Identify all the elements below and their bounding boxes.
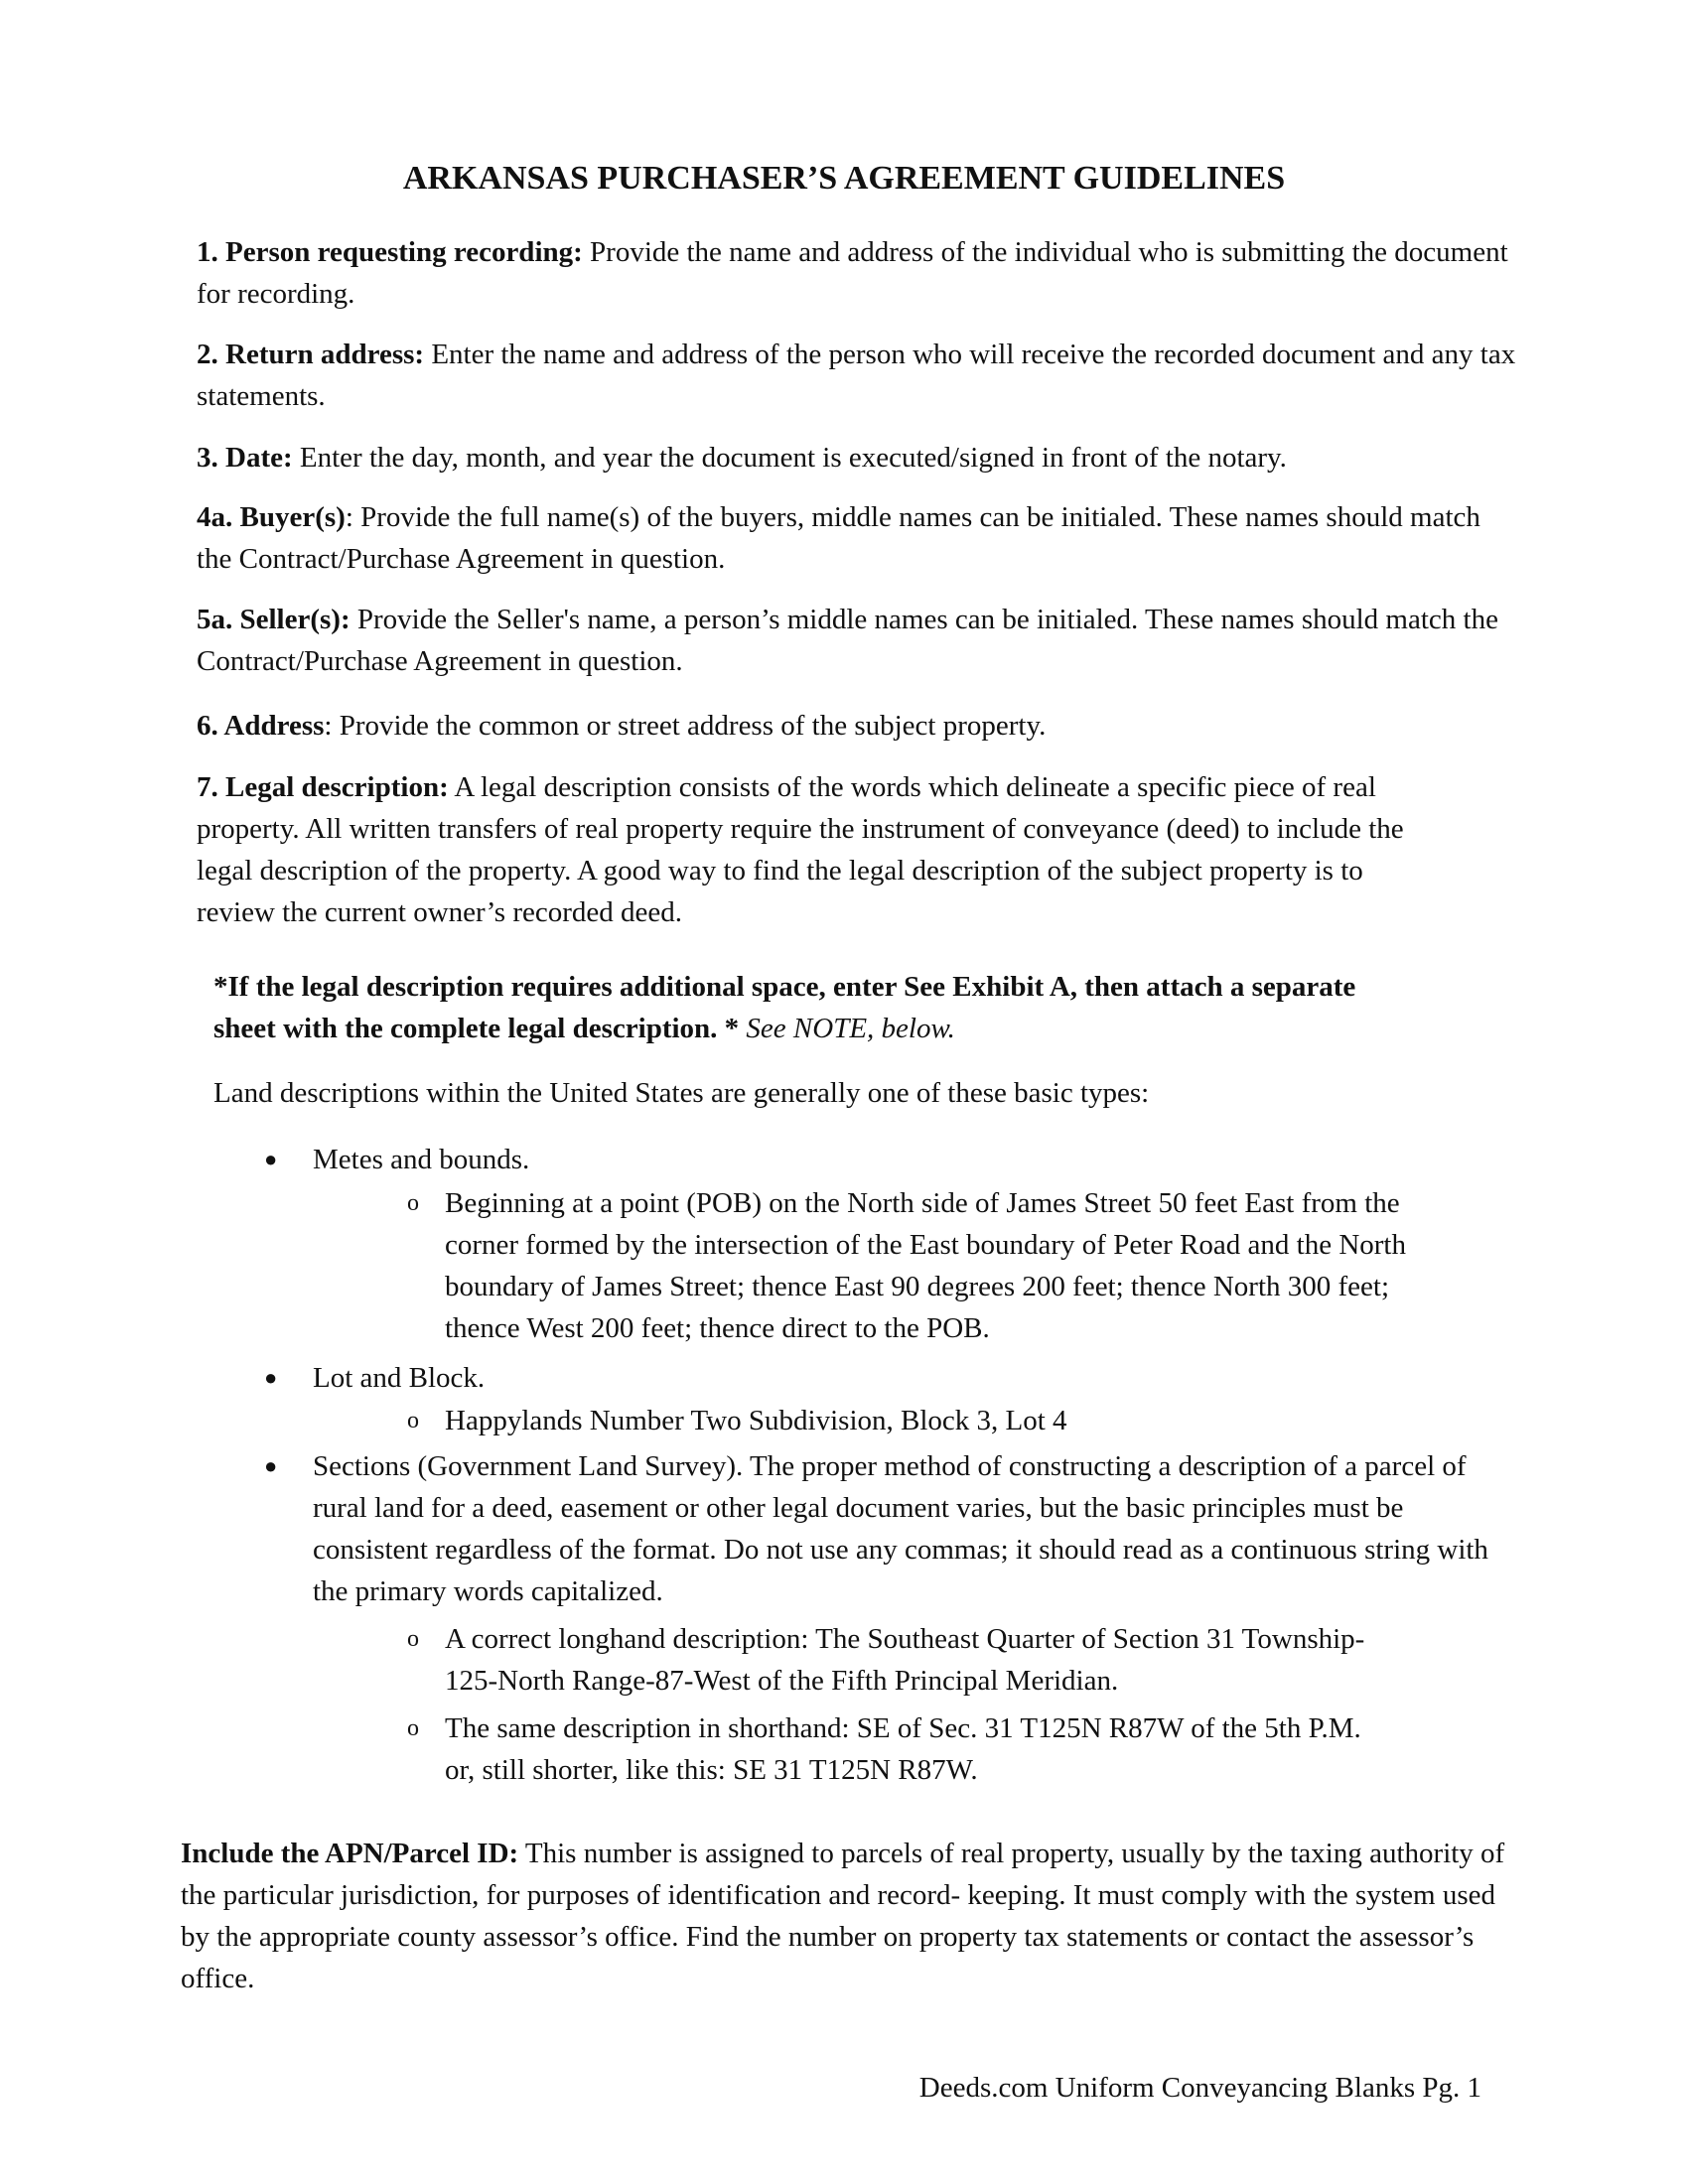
apn-parcel-id-paragraph	[181, 1833, 1511, 1999]
item-sellers	[197, 599, 1517, 682]
sub-list-item-lot-example: Happylands Number Two Subdivision, Block 3, Lot 4	[445, 1405, 1067, 1436]
page-footer: Deeds.com Uniform Conveyancing Blanks Pg. 1	[918, 2072, 1481, 2104]
list-item-metes-and-bounds: Metes and bounds.	[313, 1144, 530, 1175]
item-text: Enter the day, month, and year the document is executed/signed in front of the notary.	[292, 442, 1287, 474]
item-label: 2. Return address:	[197, 339, 425, 370]
item-label: 6. Address	[197, 710, 325, 742]
sub-list-item-shorthand: The same description in shorthand: SE of Sec. 31 T125N R87W of the 5th P.M. or, still shorter, like this: SE 31 T125N R87W.	[445, 1712, 1361, 1786]
bullet-icon: ●	[264, 1453, 278, 1478]
item-label: 3. Date:	[197, 442, 293, 474]
item-return-address	[197, 334, 1517, 417]
note-bold-text: *If the legal description requires additional space, enter See Exhibit A, then attach a separate sheet with the complete legal description. *	[213, 971, 1356, 1044]
sub-bullet-icon: o	[407, 1626, 419, 1652]
item-text: Provide the Seller's name, a person’s middle names can be initialed. These names should match the Contract/Purchase Agreement in question.	[197, 604, 1498, 677]
item-label: 1. Person requesting recording:	[197, 236, 583, 268]
item-legal-description	[197, 766, 1418, 933]
document-title: ARKANSAS PURCHASER’S AGREEMENT GUIDELINES	[402, 160, 1286, 197]
item-label: 7. Legal description:	[197, 771, 449, 803]
apn-label: Include the APN/Parcel ID:	[181, 1838, 519, 1869]
list-item-sections: Sections (Government Land Survey). The proper method of constructing a description of a parcel of rural land for a deed, easement or other legal document varies, but the basic principles must be consistent regardless of the format. Do not use any commas; it should read as a continuous string with the primary words capitalized.	[313, 1450, 1488, 1607]
item-person-requesting-recording	[197, 231, 1517, 315]
sub-list-item-longhand: A correct longhand description: The Southeast Quarter of Section 31 Township-125-North Range-87-West of the Fifth Principal Meridian.	[445, 1623, 1365, 1697]
item-text: Enter the name and address of the person who will receive the recorded document and any tax statements.	[197, 339, 1516, 412]
item-text: : Provide the full name(s) of the buyers, middle names can be initialed. These names should match the Contract/Purchase Agreement in question.	[197, 501, 1480, 575]
sub-list-item-metes-example: Beginning at a point (POB) on the North side of James Street 50 feet East from the corner formed by the intersection of the East boundary of Peter Road and the North boundary of James Street; thence East 90 degrees 200 feet; thence North 300 feet; thence West 200 feet; thence direct to the POB.	[445, 1187, 1406, 1344]
item-date	[197, 437, 1517, 478]
apn-text: This number is assigned to parcels of real property, usually by the taxing authority of the particular jurisdiction, for purposes of identification and record- keeping. It must comply with the system used by the appropriate county assessor’s office. Find the number on property tax statements or contact the assessor’s office.	[181, 1838, 1505, 1994]
list-item-lot-and-block: Lot and Block.	[313, 1362, 486, 1394]
land-descriptions-intro: Land descriptions within the United States are generally one of these basic types:	[213, 1077, 1150, 1109]
item-text: A legal description consists of the words which delineate a specific piece of real property. All written transfers of real property require the instrument of conveyance (deed) to include the legal description of the property. A good way to find the legal description of the subject property is to review the current owner’s recorded deed.	[197, 771, 1404, 928]
item-buyers	[197, 496, 1517, 580]
item-label: 4a. Buyer(s)	[197, 501, 346, 533]
legal-description-note	[213, 966, 1425, 1049]
sub-bullet-icon: o	[407, 1408, 419, 1433]
item-address	[197, 705, 1517, 747]
item-label: 5a. Seller(s):	[197, 604, 351, 635]
note-italic-text: See NOTE, below.	[739, 1013, 955, 1044]
item-text: Provide the name and address of the individual who is submitting the document for recording.	[197, 236, 1508, 310]
bullet-icon: ●	[264, 1147, 278, 1171]
sub-bullet-icon: o	[407, 1190, 419, 1216]
item-text: : Provide the common or street address of the subject property.	[324, 710, 1047, 742]
bullet-icon: ●	[264, 1365, 278, 1390]
sub-bullet-icon: o	[407, 1715, 419, 1741]
